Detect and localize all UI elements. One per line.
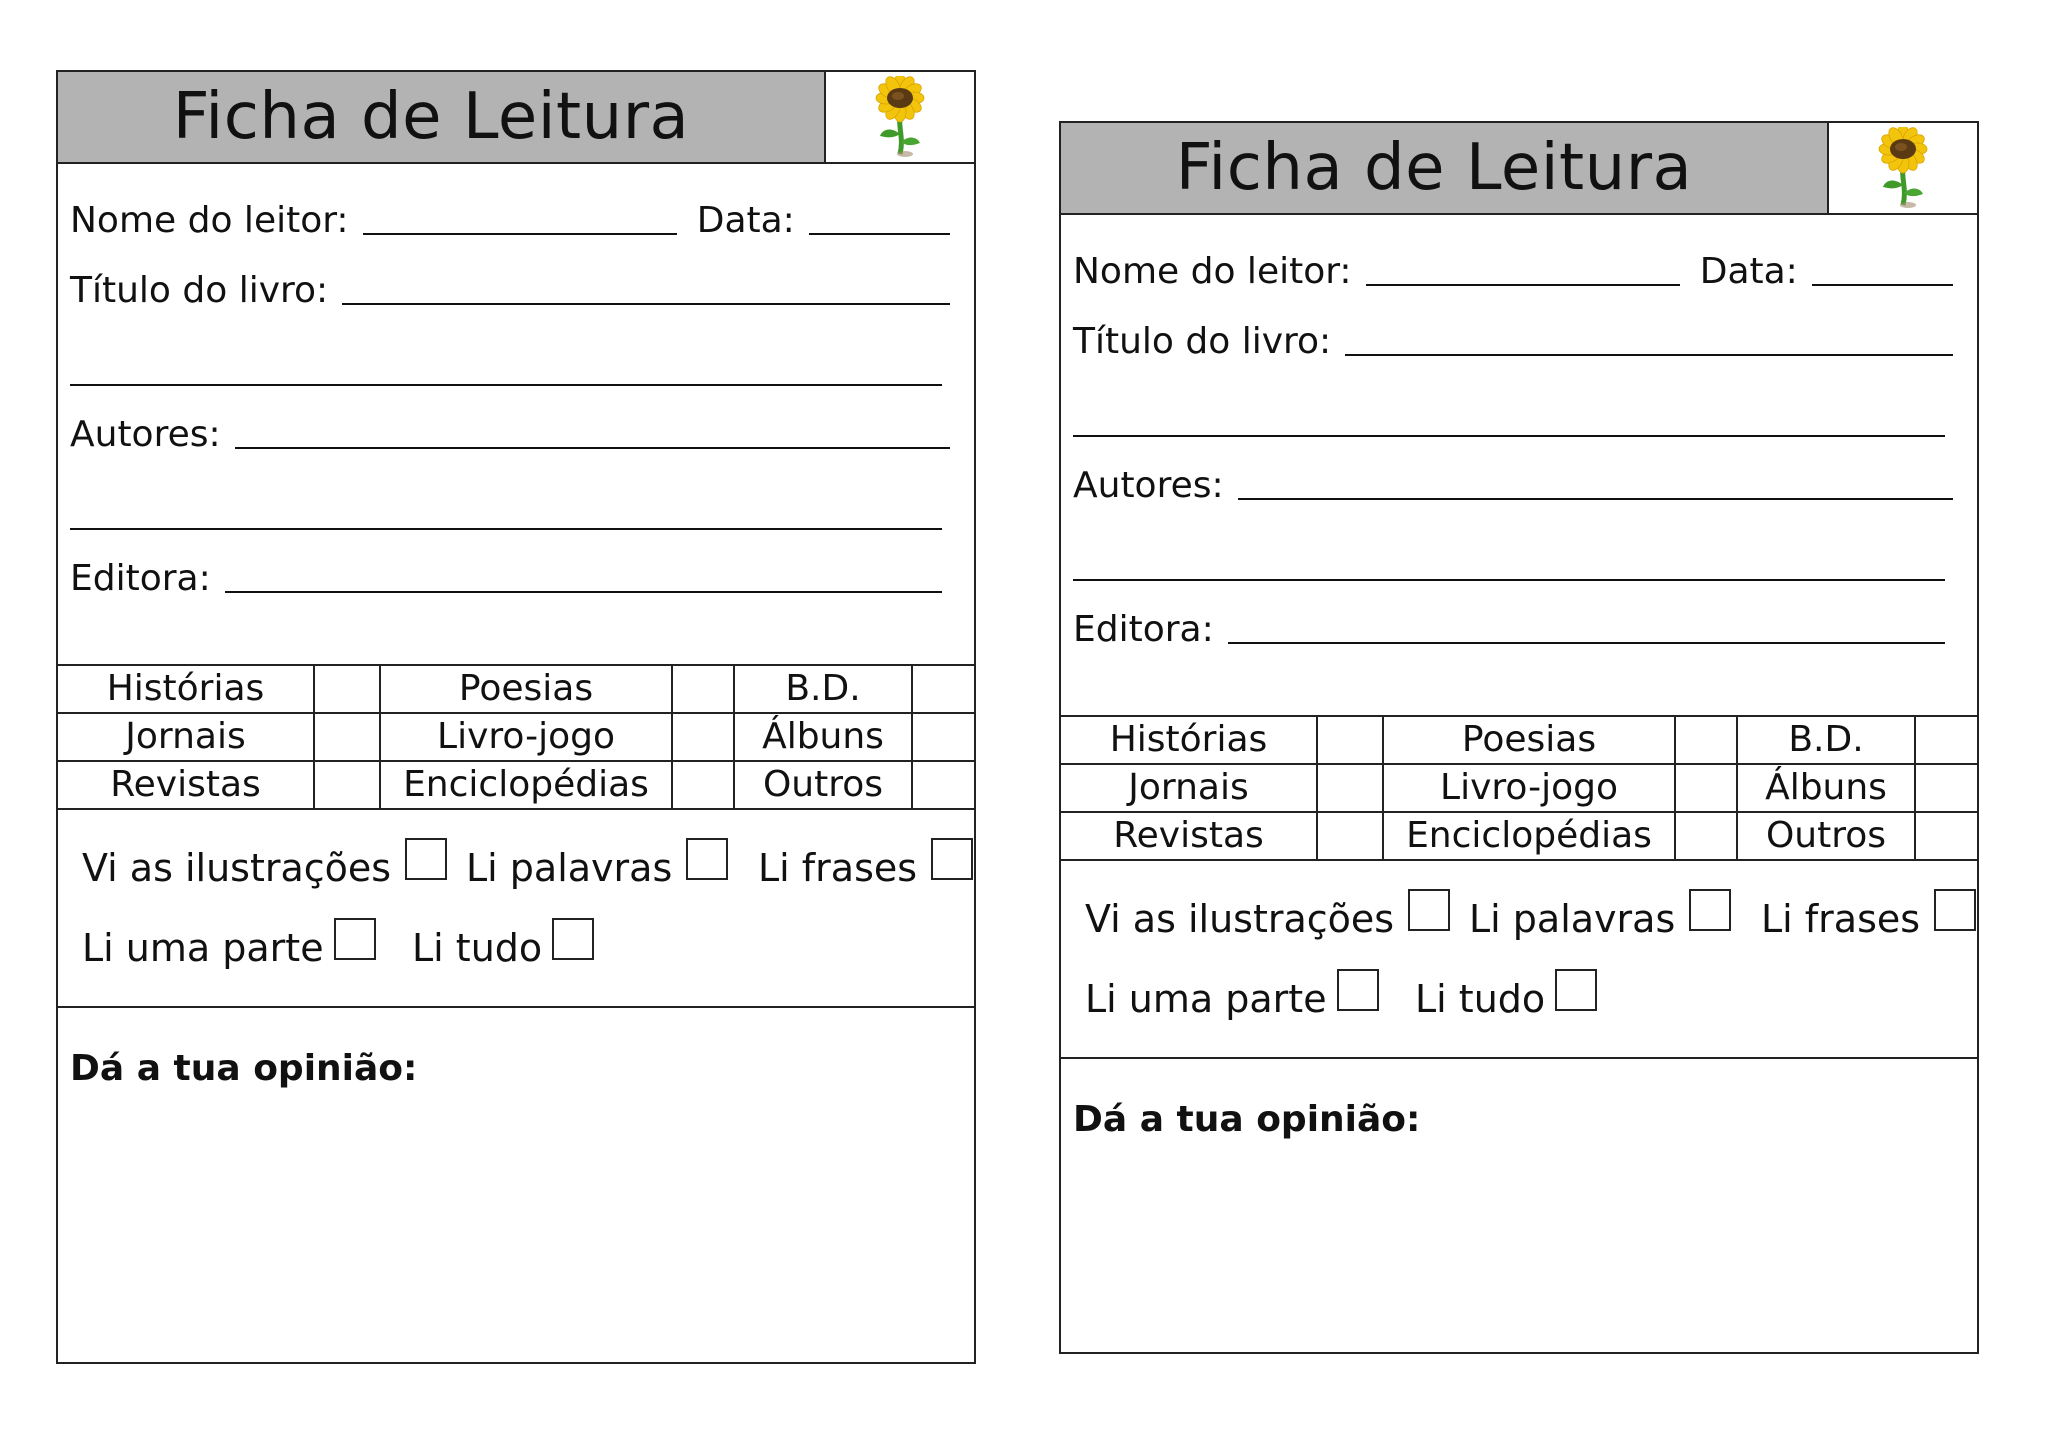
option-label: Li uma parte: [1085, 977, 1327, 1021]
table-row: [58, 761, 974, 809]
option-part: [1085, 969, 1379, 1021]
type-label: Álbuns: [734, 713, 912, 761]
book-title-label: Título do livro:: [1073, 321, 1332, 362]
table-row: [1061, 812, 1977, 860]
option-sentences: [1761, 889, 1976, 941]
logo: [826, 72, 974, 162]
authors-field-line-2[interactable]: [70, 528, 942, 530]
type-label: B.D.: [734, 666, 912, 713]
date-field[interactable]: [809, 232, 950, 235]
authors-row: [1073, 465, 1953, 506]
authors-label: Autores:: [70, 414, 221, 455]
option-label: Li frases: [1761, 897, 1921, 941]
sunflower-icon: [1863, 127, 1943, 209]
type-checkbox[interactable]: [314, 761, 380, 809]
type-label: B.D.: [1737, 717, 1915, 764]
type-label: Livro-jogo: [1383, 764, 1675, 812]
type-label: Enciclopédias: [1383, 812, 1675, 860]
type-checkbox[interactable]: [1915, 717, 1977, 764]
publisher-row: [1073, 609, 1953, 650]
type-label: Outros: [734, 761, 912, 809]
type-label: Outros: [1737, 812, 1915, 860]
option-illustrations: [1085, 889, 1450, 941]
table-row: [1061, 717, 1977, 764]
date-label: Data:: [1699, 251, 1798, 292]
option-words: [466, 838, 728, 890]
type-label: Histórias: [58, 666, 314, 713]
option-label: Li palavras: [466, 846, 673, 890]
publisher-row: [70, 558, 950, 599]
type-checkbox[interactable]: [912, 713, 974, 761]
book-title-row: [1073, 321, 1953, 362]
type-label: Livro-jogo: [380, 713, 672, 761]
authors-field[interactable]: [235, 446, 950, 449]
option-part: [82, 918, 376, 970]
type-label: Poesias: [380, 666, 672, 713]
type-checkbox[interactable]: [672, 666, 734, 713]
reader-label: Nome do leitor:: [70, 200, 349, 241]
book-info-section: [58, 164, 974, 666]
type-label: Álbuns: [1737, 764, 1915, 812]
option-label: Li uma parte: [82, 926, 324, 970]
authors-field[interactable]: [1238, 497, 1953, 500]
sunflower-icon: [860, 76, 940, 158]
type-checkbox[interactable]: [1915, 764, 1977, 812]
authors-field-line-2[interactable]: [1073, 579, 1945, 581]
table-row: [1061, 764, 1977, 812]
publisher-label: Editora:: [1073, 609, 1214, 650]
option-label: Li tudo: [412, 926, 543, 970]
reading-card-right: [1059, 121, 1979, 1354]
type-checkbox[interactable]: [672, 713, 734, 761]
type-checkbox[interactable]: [1675, 717, 1737, 764]
card-header: [58, 72, 974, 164]
all-checkbox[interactable]: [1555, 969, 1597, 1011]
option-illustrations: [82, 838, 447, 890]
all-checkbox[interactable]: [552, 918, 594, 960]
date-label: Data:: [696, 200, 795, 241]
option-label: Vi as ilustrações: [82, 846, 392, 890]
type-checkbox[interactable]: [314, 713, 380, 761]
reader-name-field[interactable]: [1366, 283, 1680, 286]
reader-row: [1073, 251, 1953, 292]
words-checkbox[interactable]: [1689, 889, 1731, 931]
book-title-label: Título do livro:: [70, 270, 329, 311]
book-title-field[interactable]: [342, 302, 950, 305]
reading-card-left: [56, 70, 976, 1364]
type-checkbox[interactable]: [912, 761, 974, 809]
type-label: Poesias: [1383, 717, 1675, 764]
opinion-label: Dá a tua opinião:: [1073, 1099, 1421, 1140]
option-all: [412, 918, 594, 970]
table-row: [58, 713, 974, 761]
authors-label: Autores:: [1073, 465, 1224, 506]
opinion-section[interactable]: [1061, 1059, 1977, 1352]
book-info-section: [1061, 215, 1977, 717]
authors-row: [70, 414, 950, 455]
publisher-label: Editora:: [70, 558, 211, 599]
type-label: Jornais: [1061, 764, 1317, 812]
type-label: Jornais: [58, 713, 314, 761]
part-checkbox[interactable]: [334, 918, 376, 960]
option-label: Vi as ilustrações: [1085, 897, 1395, 941]
book-title-field[interactable]: [1345, 353, 1953, 356]
book-type-table: [58, 666, 974, 810]
type-checkbox[interactable]: [1675, 812, 1737, 860]
type-checkbox[interactable]: [1915, 812, 1977, 860]
book-title-field-line-2[interactable]: [1073, 435, 1945, 437]
logo: [1829, 123, 1977, 213]
type-checkbox[interactable]: [1317, 764, 1383, 812]
option-label: Li palavras: [1469, 897, 1676, 941]
words-checkbox[interactable]: [686, 838, 728, 880]
opinion-section[interactable]: [58, 1008, 974, 1362]
publisher-field[interactable]: [225, 590, 942, 593]
option-all: [1415, 969, 1597, 1021]
table-row: [58, 666, 974, 713]
reader-row: [70, 200, 950, 241]
book-title-row: [70, 270, 950, 311]
book-type-table: [1061, 717, 1977, 861]
type-label: Histórias: [1061, 717, 1317, 764]
type-checkbox[interactable]: [1317, 717, 1383, 764]
option-sentences: [758, 838, 973, 890]
sentences-checkbox[interactable]: [931, 838, 973, 880]
reading-level-section: [1061, 861, 1977, 1059]
type-checkbox[interactable]: [314, 666, 380, 713]
type-label: Enciclopédias: [380, 761, 672, 809]
type-label: Revistas: [58, 761, 314, 809]
opinion-label: Dá a tua opinião:: [70, 1048, 418, 1089]
type-checkbox[interactable]: [1317, 812, 1383, 860]
reading-level-section: [58, 810, 974, 1008]
publisher-field[interactable]: [1228, 641, 1945, 644]
option-label: Li tudo: [1415, 977, 1546, 1021]
card-header: [1061, 123, 1977, 215]
type-checkbox[interactable]: [672, 761, 734, 809]
option-label: Li frases: [758, 846, 918, 890]
type-checkbox[interactable]: [912, 666, 974, 713]
date-field[interactable]: [1812, 283, 1953, 286]
type-checkbox[interactable]: [1675, 764, 1737, 812]
part-checkbox[interactable]: [1337, 969, 1379, 1011]
sentences-checkbox[interactable]: [1934, 889, 1976, 931]
book-title-field-line-2[interactable]: [70, 384, 942, 386]
illustrations-checkbox[interactable]: [405, 838, 447, 880]
reader-label: Nome do leitor:: [1073, 251, 1352, 292]
illustrations-checkbox[interactable]: [1408, 889, 1450, 931]
option-words: [1469, 889, 1731, 941]
reader-name-field[interactable]: [363, 232, 677, 235]
card-title: Ficha de Leitura: [1061, 123, 1829, 213]
type-label: Revistas: [1061, 812, 1317, 860]
card-title: Ficha de Leitura: [58, 72, 826, 162]
